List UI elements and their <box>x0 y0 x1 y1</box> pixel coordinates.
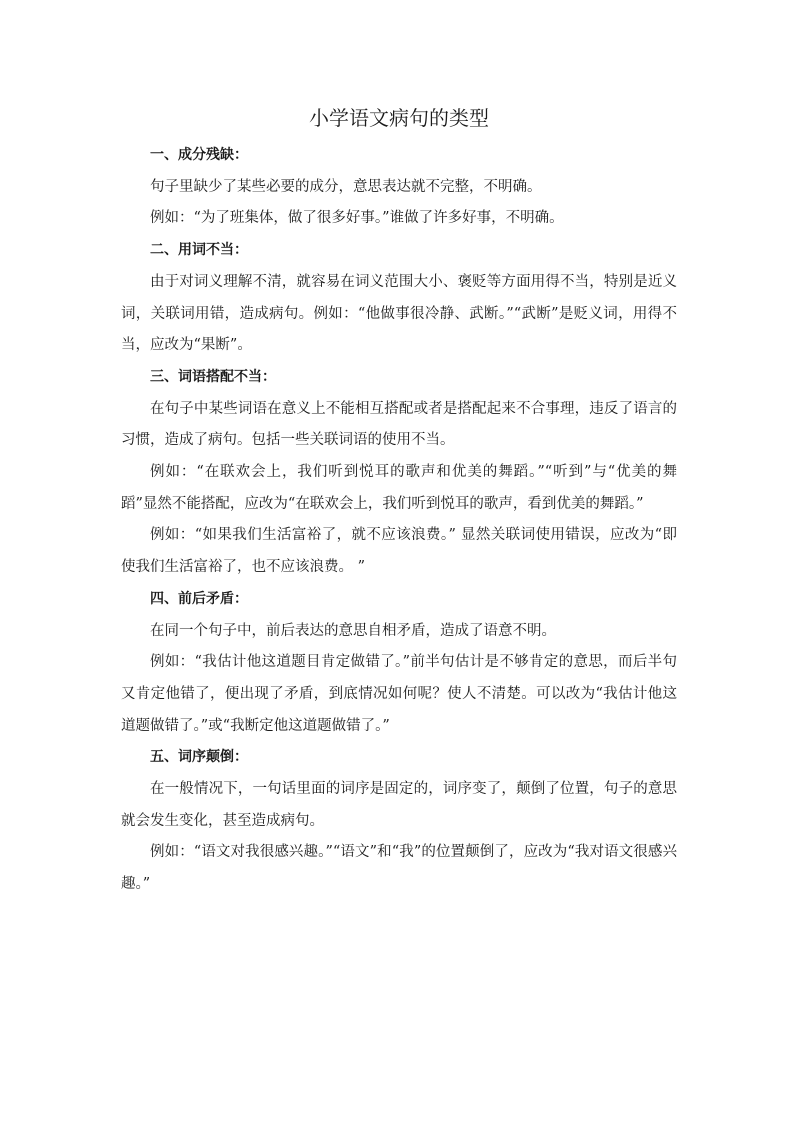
section-heading-1: 一、成分残缺： <box>150 147 248 163</box>
section-heading-3: 三、词语搭配不当： <box>150 368 276 385</box>
paragraph: 在同一个句子中，前后表达的意思自相矛盾，造成了语意不明。 <box>150 622 556 639</box>
paragraph: 例如：“我估计他这道题目肯定做错了。”前半句估计是不够肯定的意思，而后半句又肯定他错了，便出现了矛盾，到底情况如何呢？使人不清楚。可以改为“我估计他这道题做错了。”或“我断定他这道题做错了。” <box>121 654 677 734</box>
section-heading-4: 四、前后矛盾： <box>150 590 248 607</box>
paragraph: 例如：“为了班集体，做了很多好事。”谁做了许多好事，不明确。 <box>150 210 564 227</box>
paragraph: 例如：“语文对我很感兴趣。”“语文”和“我”的位置颠倒了，应改为“我对语文很感兴趣。” <box>121 844 677 893</box>
paragraph: 句子里缺少了某些必要的成分，意思表达就不完整，不明确。 <box>150 178 542 195</box>
paragraph: 在一般情况下，一句话里面的词序是固定的，词序变了，颠倒了位置，句子的意思就会发生变化，甚至造成病句。 <box>121 781 677 829</box>
paragraph: 例如：“如果我们生活富裕了，就不应该浪费。” 显然关联词使用错误，应改为“即使我们生活富裕了，也不应该浪费。 ” <box>121 527 677 576</box>
document-title: 小学语文病句的类型 <box>309 106 489 130</box>
section-heading-5: 五、词序颠倒： <box>150 749 248 766</box>
document-body <box>121 104 677 901</box>
paragraph: 由于对词义理解不清，就容易在词义范围大小、褒贬等方面用得不当，特别是近义词，关联词用错，造成病句。例如：“他做事很冷静、武断。”“武断”是贬义词，用得不当，应改为“果断”。 <box>121 273 677 354</box>
paragraph: 在句子中某些词语在意义上不能相互搭配或者是搭配起来不合事理，违反了语言的习惯，造成了病句。包括一些关联词语的使用不当。 <box>121 400 677 449</box>
section-heading-2: 二、用词不当： <box>150 242 248 259</box>
paragraph: 例如：“在联欢会上，我们听到悦耳的歌声和优美的舞蹈。”“听到”与“优美的舞蹈”显然不能搭配，应改为“在联欢会上，我们听到悦耳的歌声，看到优美的舞蹈。” <box>121 464 677 512</box>
